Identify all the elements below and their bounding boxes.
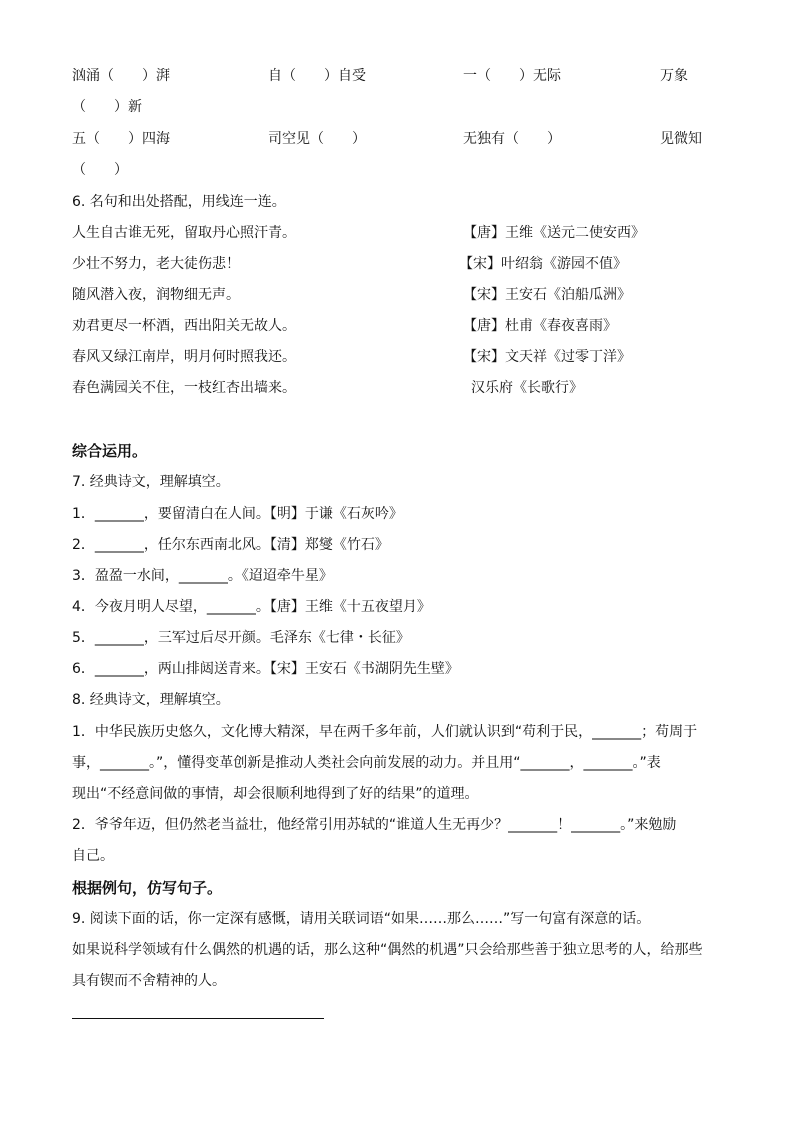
idiom-blank: （ ）新 xyxy=(72,99,142,115)
source-line: 【宋】文天祥《过零丁洋》 xyxy=(463,349,631,365)
verse-line: 春风又绿江南岸，明月何时照我还。 xyxy=(72,349,296,365)
paragraph-line: 如果说科学领域有什么偶然的机遇的话，那么这种“偶然的机遇”只会给那些善于独立思考的人，给那些 xyxy=(72,942,703,958)
fill-item: 1．_______，要留清白在人间。【明】于谦《石灰吟》 xyxy=(72,506,403,522)
fill-item: 3．盈盈一水间，_______。《迢迢牵牛星》 xyxy=(72,568,333,584)
idiom-blank: 汹涌（ ）湃 xyxy=(72,68,170,84)
fill-item: 4．今夜月明人尽望，_______。【唐】王维《十五夜望月》 xyxy=(72,599,431,615)
verse-line: 劝君更尽一杯酒，西出阳关无故人。 xyxy=(72,318,296,334)
answer-line xyxy=(72,1018,324,1019)
idiom-blank: 自（ ）自受 xyxy=(268,68,366,84)
question-title: 8. 经典诗文，理解填空。 xyxy=(72,692,230,708)
fill-item: 5．_______，三军过后尽开颜。毛泽东《七律・长征》 xyxy=(72,630,410,646)
idiom-blank: （ ） xyxy=(72,162,128,178)
paragraph-line: 1．中华民族历史悠久，文化博大精深，早在两千多年前，人们就认识到“苟利于民，_______；苟周于 xyxy=(72,724,698,740)
idiom-blank: 司空见（ ） xyxy=(268,131,366,147)
fill-item: 6．_______，两山排闼送青来。【宋】王安石《书湖阴先生壁》 xyxy=(72,661,459,677)
idiom-blank: 一（ ）无际 xyxy=(463,68,561,84)
verse-line: 春色满园关不住，一枝红杏出墙来。 xyxy=(72,380,296,396)
fill-item: 2．_______，任尔东西南北风。【清】郑燮《竹石》 xyxy=(72,537,389,553)
verse-line: 随风潜入夜，润物细无声。 xyxy=(72,287,240,303)
verse-line: 人生自古谁无死，留取丹心照汗青。 xyxy=(72,225,296,241)
question-title: 6. 名句和出处搭配，用线连一连。 xyxy=(72,194,286,210)
question-title: 7. 经典诗文，理解填空。 xyxy=(72,474,230,490)
idiom-blank: 万象 xyxy=(660,68,688,84)
idiom-blank: 无独有（ ） xyxy=(463,131,561,147)
paragraph-line: 自己。 xyxy=(72,848,114,864)
paragraph-line: 具有锲而不舍精神的人。 xyxy=(72,973,226,989)
section-heading: 根据例句，仿写句子。 xyxy=(72,879,223,897)
section-heading: 综合运用。 xyxy=(72,442,148,460)
verse-line: 少壮不努力，老大徒伤悲！ xyxy=(72,256,240,272)
source-line: 【唐】王维《送元二使安西》 xyxy=(463,225,645,241)
source-line: 【唐】杜甫《春夜喜雨》 xyxy=(463,318,617,334)
source-line: 【宋】王安石《泊船瓜洲》 xyxy=(463,287,631,303)
question-title: 9. 阅读下面的话，你一定深有感慨，请用关联词语“如果……那么……”写一句富有深意的话。 xyxy=(72,911,651,927)
paragraph-line: 事，_______。”，懂得变革创新是推动人类社会向前发展的动力。并且用“_______，_______。”表 xyxy=(72,755,661,771)
source-line: 【宋】叶绍翁《游园不值》 xyxy=(459,256,627,272)
idiom-blank: 五（ ）四海 xyxy=(72,131,170,147)
idiom-blank: 见微知 xyxy=(660,131,702,147)
paragraph-line: 现出“不经意间做的事情，却会很顺利地得到了好的结果”的道理。 xyxy=(72,786,479,802)
paragraph-line: 2．爷爷年迈，但仍然老当益壮，他经常引用苏轼的“谁道人生无再少？_______！_______。”来勉励 xyxy=(72,817,677,833)
source-line: 汉乐府《长歌行》 xyxy=(471,380,583,396)
